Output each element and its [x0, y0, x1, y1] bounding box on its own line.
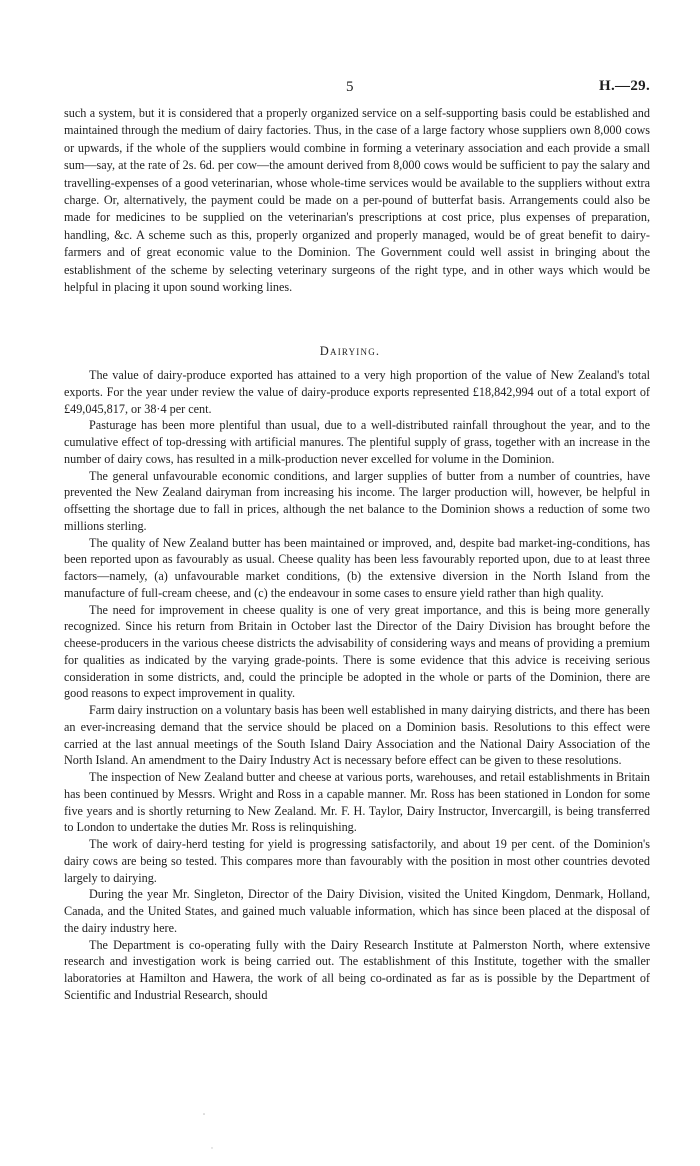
paragraph-exports: The value of dairy-produce exported has attained to a very high proportion of the value of New Zealand's total exports. For the year under review the value of dairy-produce exports represented £18,842,994 out of a total export of £49,045,817, or 38·4 per cent.: [64, 368, 650, 416]
paragraph-inspection: The inspection of New Zealand butter and cheese at various ports, warehouses, and retail establishments in Britain has been continued by Messrs. Wright and Ross in a capable manner. Mr. Ross has been stationed in London for some five years and is shortly returning to New Zealand. Mr. F. H. Taylor, Dairy Instructor, Invercargill, is being transferred to London to undertake the duties Mr. Ross is relinquishing.: [64, 770, 650, 835]
paragraph-pasturage: Pasturage has been more plentiful than usual, due to a well-distributed rainfall throughout the year, and to the cumulative effect of top-dressing with artificial manures. The plentiful supply of grass, together with an increase in the number of dairy cows, has resulted in a milk-production never excelled for volume in the Dominion.: [64, 418, 650, 466]
paragraph-research-institute: The Department is co-operating fully with the Dairy Research Institute at Palmerston North, where extensive research and investigation work is being carried out. The establishment of this Institute, together with the smaller laboratories at Hamilton and Hawera, the work of all being co-ordinated as far as is possible by the Department of Scientific and Industrial Research, should: [64, 937, 650, 1002]
scan-speck: [203, 1113, 205, 1115]
scan-speck: [211, 1147, 212, 1148]
page-number: 5: [346, 79, 354, 95]
document-reference: H.—29.: [599, 78, 650, 94]
paragraph-director-visit: During the year Mr. Singleton, Director of the Dairy Division, visited the United Kingdom, Denmark, Holland, Canada, and the United States, and gained much valuable information, which has since been placed at the disposal of the dairy industry here.: [64, 887, 650, 935]
section-body: [64, 367, 650, 1004]
paragraph-herd-testing: The work of dairy-herd testing for yield is progressing satisfactorily, and about 19 per cent. of the Dominion's dairy cows are being so tested. This compares more than favourably with the position in most other countries devoted largely to dairying.: [64, 837, 650, 885]
intro-paragraph: such a system, but it is considered that a properly organized service on a self-supporting basis could be established and maintained through the medium of dairy factories. Thus, in the case of a large factory whose suppliers own 8,000 cows or upwards, if the whole of the suppliers would combine in forming a veterinary association and each provide a small sum—say, at the rate of 2s. 6d. per cow—the amount derived from 8,000 cows would be sufficient to pay the salary and travelling-expenses of a good veterinarian, whose whole-time services would be available to the suppliers without extra charge. Or, alternatively, the payment could be made on a per-pound of butterfat basis. Arrangements could also be made for medicines to be supplied on the veterinarian's prescriptions at cost price, plus expenses of preparation, handling, &c. A scheme such as this, properly organized and properly managed, would be of great benefit to dairy-farmers and of great economic value to the Dominion. The Government could well assist in bringing about the establishment of the scheme by selecting veterinary surgeons of the right type, and in other ways which would be helpful in placing it upon sound working lines.: [64, 106, 650, 295]
paragraph-butter-quality: The quality of New Zealand butter has been maintained or improved, and, despite bad market-ing-conditions, has been reported upon as favourably as usual. Cheese quality has been less favourably reported upon, due to at least three factors—namely, (a) unfavourable market conditions, (b) the extensive diversion in the North Island from the manufacture of full-cream cheese, and (c) the endeavour in some cases to ensure yield rather than high quality.: [64, 535, 650, 600]
section-heading-dairying: Dairying.: [319, 344, 381, 358]
paragraph-cheese-improvement: The need for improvement in cheese quality is one of very great importance, and this is being more generally recognized. Since his return from Britain in October last the Director of the Dairy Division has brought before the cheese-producers in the various cheese districts the advisability of considering ways and means of providing a premium for qualities as indicated by the varying grade-points. There is some evidence that this advice is receiving serious consideration in some districts, and, could the principle be adopted in the whole or parts of the Dominion, there are good reasons to expect improvement in quality.: [64, 602, 650, 701]
paragraph-economic-conditions: The general unfavourable economic conditions, and larger supplies of butter from a number of countries, have prevented the New Zealand dairyman from increasing his income. The larger production will, however, be helpful in offsetting the shortage due to fall in prices, although the net balance to the Dominion shows a reduction of some two millions sterling.: [64, 468, 650, 533]
intro-text-block: [64, 105, 650, 296]
paragraph-farm-instruction: Farm dairy instruction on a voluntary basis has been well established in many dairying districts, and there has been an ever-increasing demand that the service should be placed on a Dominion basis. Resolutions to this effect were carried at the last annual meetings of the South Island Dairy Association and the National Dairy Association of the North Island. An amendment to the Dairy Industry Act is necessary before effect can be given to these resolutions.: [64, 703, 650, 768]
